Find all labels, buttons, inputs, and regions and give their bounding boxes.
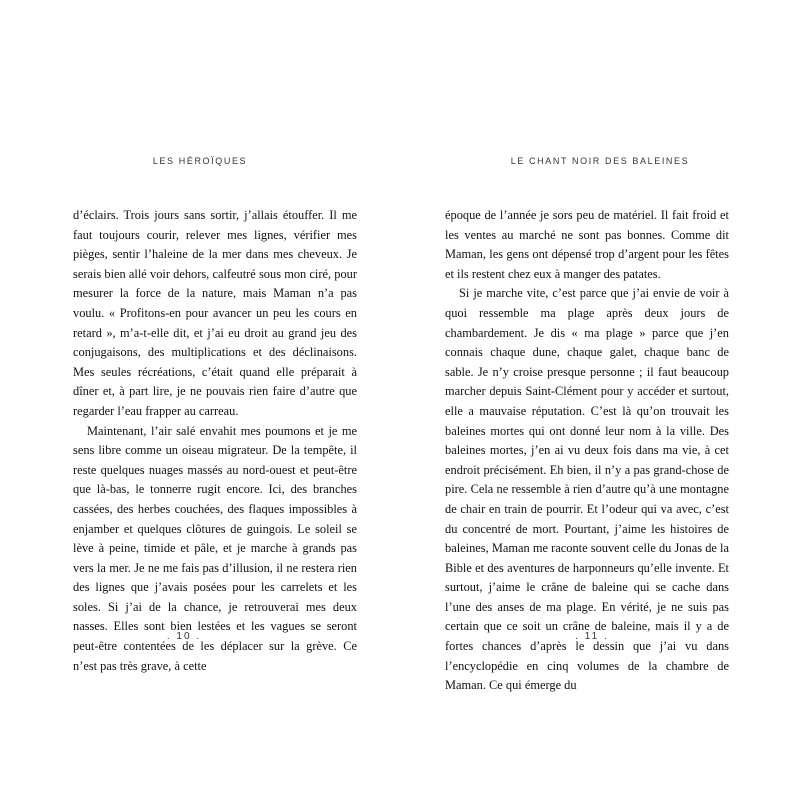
body-text xyxy=(445,206,729,696)
page-number: . 11 . xyxy=(575,631,609,642)
running-head: LE CHANT NOIR DES BALEINES xyxy=(510,156,690,166)
running-head: LES HÉROÏQUES xyxy=(152,156,248,166)
body-text xyxy=(73,206,357,676)
paragraph: Si je marche vite, c’est parce que j’ai envie de voir à quoi ressemble ma plage après deux jours de chambardement. Je dis « ma plage » parce que j’en connais chaque dune, chaque galet, chaque banc de sable. Je n’y croise presque personne ; il faut beaucoup marcher depuis Saint-Clément pour y accéder et surtout, elle a mauvaise réputation. C’est là qu’on trouvait les baleines mortes qui ont donné leur nom à la ville. Des baleines mortes, j’en ai vu deux fois dans ma vie, à cet endroit précisément. Eh bien, il n’y a pas grand-chose de pire. Cela ne ressemble à rien d’autre qu’à une montagne de chair en train de pourrir. Et l’odeur qui va avec, c’est du concentré de mort. Pourtant, j’aime les histoires de baleines, Maman me raconte souvent celle du Jonas de la Bible et des aventures de harponneurs qu’elle invente. Et surtout, j’aime le crâne de baleine qui se cache dans l’une des anses de ma plage. En vérité, je ne suis pas certain que ce soit un crâne de baleine, mais il y a de fortes chances d’après le dessin que j’ai vu dans l’encyclopédie en cinq volumes de la chambre de Maman. Ce qui émerge du xyxy=(445,286,729,693)
paragraph: époque de l’année je sors peu de matériel. Il fait froid et les ventes au marché ne sont pas bonnes. Comme dit Maman, les gens ont dépensé trop d’argent pour les fêtes et ils restent chez eux à manger des patates. xyxy=(445,208,729,281)
paragraph: d’éclairs. Trois jours sans sortir, j’allais étouffer. Il me faut toujours courir, relever mes lignes, vérifier mes pièges, sentir l’haleine de la mer dans mes cheveux. Je serais bien allé voir dehors, calfeutré sous mon ciré, pour mesurer la force de la nature, mais Maman n’a pas voulu. « Profitons-en pour avancer un peu les cours en retard », m’a-t-elle dit, et j’ai eu droit au grand jeu des conjugaisons, des multiplications et des déclinaisons. Mes seules récréations, c’était quand elle préparait à dîner et, à part lire, je ne pouvais rien faire d’autre que regarder l’eau frapper au carreau. xyxy=(73,208,357,418)
paragraph: Maintenant, l’air salé envahit mes poumons et je me sens libre comme un oiseau migrateur. De la tempête, il reste quelques nuages massés au nord-ouest et peut-être que là-bas, le tonnerre rugit encore. Ici, des branches cassées, des herbes couchées, des flaques impossibles à enjamber et quelques clôtures de guingois. Le soleil se lève à peine, timide et pâle, et je marche à grands pas vers la mer. Je ne me fais pas d’illusion, il ne restera rien des lignes que j’avais posées pour les carrelets et les soles. Si j’ai de la chance, je retrouverai mes deux nasses. Elles sont bien lestées et les vagues se seront peut-être contentées de les déplacer sur la grève. Ce n’est pas très grave, à cette xyxy=(73,423,357,673)
right-page xyxy=(400,0,800,800)
page-number: . 10 . xyxy=(166,631,202,642)
